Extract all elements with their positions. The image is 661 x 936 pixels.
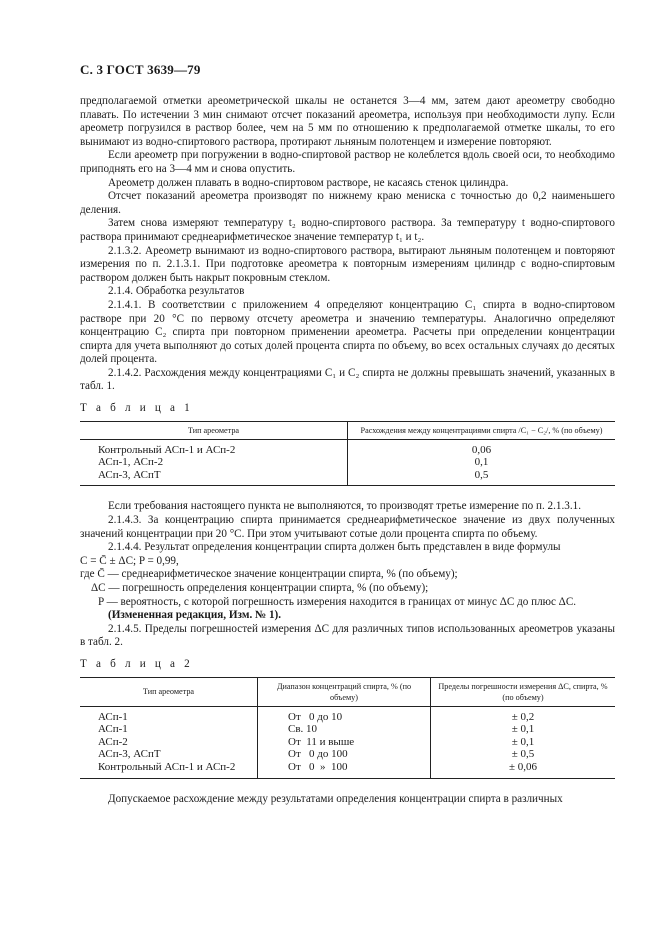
- table-cell: ± 0,2: [431, 706, 616, 723]
- table-cell: Контрольный АСп-1 и АСп-2: [80, 761, 258, 778]
- paragraph: 2.1.4.4. Результат определения концентрации спирта должен быть представлен в виде формулы: [108, 541, 561, 554]
- paragraph: Если ареометр при погружении в водно-спиртовой раствор не колеблется вдоль своей оси, то необходимо приподнять его на 3—4 мм и снова опустить.: [80, 149, 615, 175]
- table-cell: От 0 » 100: [258, 761, 431, 778]
- page-header: С. 3 ГОСТ 3639—79: [80, 62, 201, 77]
- table-cell: 0,5: [348, 469, 616, 486]
- table-caption: Т а б л и ц а 1: [80, 402, 193, 415]
- paragraph: Если требования настоящего пункта не выполняются, то производят третье измерение по п. 2.1.3.1.: [108, 500, 581, 513]
- table-row: [80, 748, 615, 761]
- table-row: [80, 761, 615, 778]
- table-cell: АСп-1: [98, 710, 128, 723]
- table-row: [80, 439, 615, 456]
- section-heading: 2.1.4. Обработка результатов: [108, 285, 245, 298]
- table-cell: От 11 и выше: [258, 736, 431, 749]
- definition: ΔC — погрешность определения концентрации спирта, % (по объему);: [91, 582, 429, 594]
- table-cell: АСп-3, АСпТ: [98, 748, 161, 761]
- table-caption: Т а б л и ц а 2: [80, 657, 193, 670]
- table-cell: ± 0,1: [431, 736, 616, 749]
- paragraph: Затем снова измеряют температуру t₂ водно-спиртового раствора. За температуру t водно-спиртового раствора принимают среднеарифметическое значение температур t₁ и t₂.: [80, 217, 615, 243]
- paragraph: предполагаемой отметки ареометрической шкалы не останется 3—4 мм, затем дают ареометру свободно плавать. По истечении 3 мин снимают отсчет показаний ареометра, используя при необходимости лупу. Если ареометр погрузился в раствор более, чем на 5 мм по отношению к предполагаемой отметке шкалы, то его вынимают из водно-спиртового раствора, протирают льняным полотенцем и измерение повторяют.: [80, 95, 615, 148]
- paragraph: 2.1.4.1. В соответствии с приложением 4 определяют концентрацию C₁ спирта в водно-спиртовом растворе при 20 °С по первому отсчету ареометра и значению температуры. Аналогично определяют концентрацию C₂ спирта при повторном применении ареометра. Расчеты при определении концентрации спирта для учета выполняют до сотых долей процента спирта по объему, во всех остальных случаях до десятых долей процента.: [80, 298, 615, 366]
- table-cell: 0,1: [348, 456, 616, 469]
- definition: где C̄ — среднеарифметическое значение концентрации спирта, % (по объему);: [80, 568, 458, 581]
- paragraph: 2.1.4.2. Расхождения между концентрациями C₁ и C₂ спирта не должны превышать значений, указанных в табл. 1.: [80, 366, 615, 393]
- table-header: Тип ареометра: [80, 677, 258, 706]
- table-2: [80, 677, 615, 779]
- paragraph: 2.1.4.5. Пределы погрешностей измерения ΔC для различных типов использованных ареометров указаны в табл. 2.: [80, 622, 615, 649]
- table-header: Расхождения между концентрациями спирта /C₁ − C₂/, % (по объему): [348, 421, 616, 439]
- paragraph: 2.1.3.2. Ареометр вынимают из водно-спиртового раствора, вытирают льняным полотенцем и повторяют измерения по п. 2.1.3.1. При подготовке ареометра к повторным измерениям цилиндр с водно-спиртовым раствором должен быть накрыт покровным стеклом.: [80, 244, 615, 284]
- table-cell: АСп-2: [98, 735, 128, 748]
- table-row: [80, 736, 615, 749]
- table-cell: ± 0,06: [431, 761, 616, 778]
- table-header: Диапазон концентраций спирта, % (по объему): [258, 677, 431, 706]
- table-cell: АСп-1, АСп-2: [98, 456, 164, 469]
- table-cell: ± 0,5: [431, 748, 616, 761]
- table-row: [80, 456, 615, 469]
- paragraph: Ареометр должен плавать в водно-спиртовом растворе, не касаясь стенок цилиндра.: [108, 176, 509, 189]
- table-cell: Св. 10: [258, 723, 431, 736]
- table-row: [80, 469, 615, 486]
- table-cell: АСп-1: [98, 723, 128, 736]
- table-row: [80, 723, 615, 736]
- table-cell: От 0 до 10: [258, 706, 431, 723]
- table-row: [80, 706, 615, 723]
- formula: C = C̄ ± ΔC; P = 0,99,: [80, 554, 179, 567]
- paragraph: 2.1.4.3. За концентрацию спирта принимается среднеарифметическое значение из двух полученных значений концентрации при 20 °С. При этом учитывают сотые доли процента спирта по объему.: [80, 514, 615, 540]
- table-cell: 0,06: [348, 439, 616, 456]
- table-1: [80, 421, 615, 487]
- document-body: [80, 95, 615, 806]
- table-cell: Контрольный АСп-1 и АСп-2: [98, 443, 236, 456]
- paragraph: Отсчет показаний ареометра производят по нижнему краю мениска с точностью до 0,2 наименьшего деления.: [80, 190, 615, 216]
- paragraph: Допускаемое расхождение между результатами определения концентрации спирта в различных: [108, 792, 563, 805]
- table-header: Пределы погрешности измерения ΔC, спирта, % (по объему): [431, 677, 616, 706]
- definition: P — вероятность, с которой погрешность измерения находится в границах от минус ΔC до плюс ΔC.: [98, 595, 577, 608]
- table-cell: От 0 до 100: [258, 748, 431, 761]
- table-cell: ± 0,1: [431, 723, 616, 736]
- table-cell: АСп-3, АСпТ: [80, 469, 348, 486]
- edition-note: (Измененная редакция, Изм. № 1).: [108, 609, 282, 622]
- table-header: Тип ареометра: [80, 421, 348, 439]
